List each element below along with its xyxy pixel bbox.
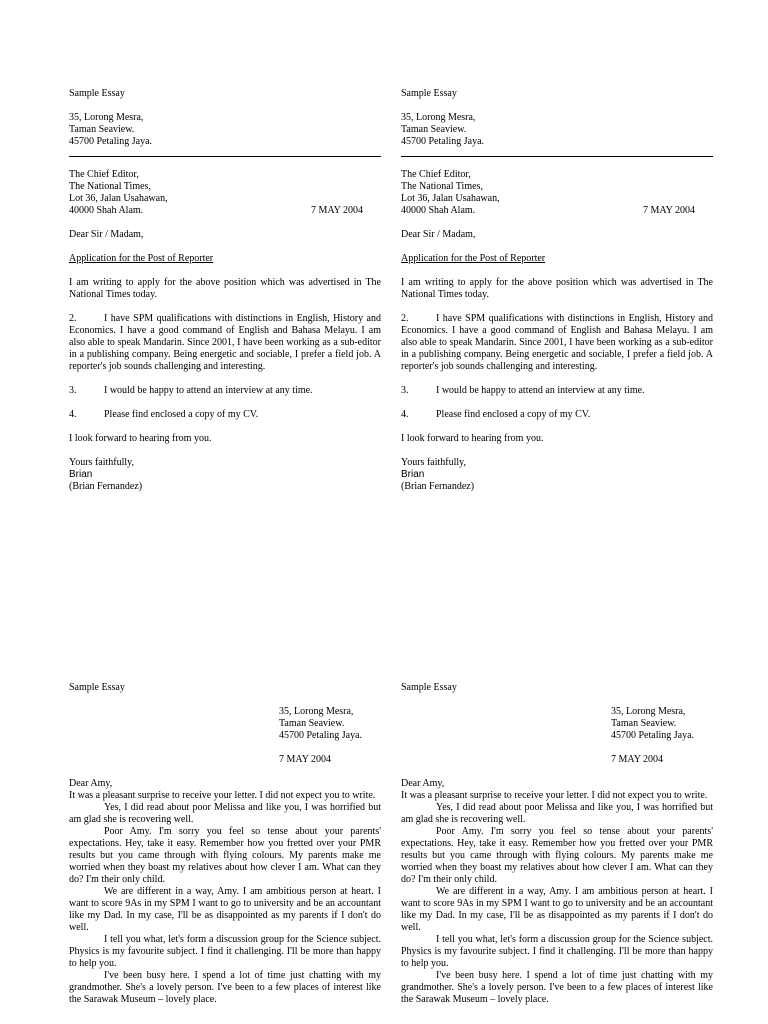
divider bbox=[69, 156, 381, 157]
address-line: Taman Seaview. bbox=[279, 718, 345, 729]
paragraph-text: Please find enclosed a copy of my CV. bbox=[104, 409, 259, 420]
closing-line: I look forward to hearing from you. bbox=[69, 433, 212, 444]
paragraph: Yes, I did read about poor Melissa and like you, I was horrified but am glad she is recovering well. bbox=[401, 802, 713, 825]
paragraph-number: 4. bbox=[69, 409, 77, 420]
subject-line: Application for the Post of Reporter bbox=[69, 253, 214, 264]
divider bbox=[401, 156, 713, 157]
essay-heading: Sample Essay bbox=[69, 682, 125, 693]
address-line: 35, Lorong Mesra, bbox=[279, 706, 354, 717]
letter-formal-left bbox=[69, 88, 381, 493]
paragraph-text: I have SPM qualifications with distinctions in English, History and Economics. I have a good command of English and Bahasa Melayu. I am also able to speak Mandarin. Since 2001, I have been working as a sub-editor in a publishing company. Being energetic and sociable, I prefer a field job. A reporter's job sounds challenging and interesting. bbox=[401, 313, 713, 372]
letter-date: 7 MAY 2004 bbox=[642, 205, 695, 216]
letter-formal-right bbox=[401, 88, 713, 493]
full-name: (Brian Fernandez) bbox=[69, 481, 143, 492]
paragraph: We are different in a way, Amy. I am ambitious person at heart. I want to score 9As in my SPM I want to go to university and be an accountant like my Dad. In my case, I'll be as disappointed as my parents if I don't do well. bbox=[401, 886, 713, 933]
paragraph bbox=[69, 313, 381, 373]
paragraph-text: I would be happy to attend an interview at any time. bbox=[436, 385, 645, 396]
address-line: The Chief Editor, bbox=[69, 169, 139, 180]
paragraph-text: I would be happy to attend an interview at any time. bbox=[104, 385, 313, 396]
salutation: Dear Sir / Madam, bbox=[401, 229, 476, 240]
address-line: 35, Lorong Mesra, bbox=[69, 112, 144, 123]
paragraph-number: 3. bbox=[69, 385, 77, 396]
paragraph-text: Please find enclosed a copy of my CV. bbox=[436, 409, 591, 420]
signature: Brian bbox=[69, 469, 93, 480]
address-line: Lot 36, Jalan Usahawan, bbox=[401, 193, 500, 204]
letter-date: 7 MAY 2004 bbox=[310, 205, 363, 216]
recipient-address bbox=[69, 169, 381, 217]
letter-date: 7 MAY 2004 bbox=[279, 754, 332, 765]
address-line: Lot 36, Jalan Usahawan, bbox=[69, 193, 168, 204]
paragraph: It was a pleasant surprise to receive your letter. I did not expect you to write. bbox=[69, 790, 376, 801]
essay-heading: Sample Essay bbox=[401, 88, 457, 99]
essay-heading: Sample Essay bbox=[69, 88, 125, 99]
sender-address bbox=[279, 706, 381, 742]
paragraph-text: I have SPM qualifications with distinctions in English, History and Economics. I have a good command of English and Bahasa Melayu. I am also able to speak Mandarin. Since 2001, I have been working as a sub-editor in a publishing company. Being energetic and sociable, I prefer a field job. A reporter's job sounds challenging and interesting. bbox=[69, 313, 381, 372]
address-line: 45700 Petaling Jaya. bbox=[611, 730, 695, 741]
address-line: The National Times, bbox=[69, 181, 151, 192]
paragraph-number: 2. bbox=[401, 313, 409, 324]
sender-address bbox=[401, 112, 713, 148]
address-line: 45700 Petaling Jaya. bbox=[401, 136, 485, 147]
signoff: Yours faithfully, bbox=[401, 457, 467, 468]
signoff: Yours faithfully, bbox=[69, 457, 135, 468]
paragraph-number: 2. bbox=[69, 313, 77, 324]
salutation: Dear Amy, bbox=[401, 778, 445, 789]
address-line: 35, Lorong Mesra, bbox=[401, 112, 476, 123]
address-line: The National Times, bbox=[401, 181, 483, 192]
paragraph: I tell you what, let's form a discussion group for the Science subject. Physics is my favourite subject. I find it challenging. I'll be more than happy to help you. bbox=[401, 934, 713, 969]
address-line: 45700 Petaling Jaya. bbox=[279, 730, 363, 741]
essay-heading: Sample Essay bbox=[401, 682, 457, 693]
letter-date: 7 MAY 2004 bbox=[611, 754, 664, 765]
paragraph bbox=[401, 409, 713, 421]
paragraph bbox=[69, 409, 381, 421]
signature: Brian bbox=[401, 469, 425, 480]
paragraph: I am writing to apply for the above position which was advertised in The National Times today. bbox=[69, 277, 381, 300]
paragraph: We are different in a way, Amy. I am ambitious person at heart. I want to score 9As in my SPM I want to go to university and be an accountant like my Dad. In my case, I'll be as disappointed as my parents if I don't do well. bbox=[69, 886, 381, 933]
address-line: 45700 Petaling Jaya. bbox=[69, 136, 153, 147]
paragraph bbox=[401, 385, 713, 397]
paragraph: Yes, I did read about poor Melissa and like you, I was horrified but am glad she is recovering well. bbox=[69, 802, 381, 825]
paragraph: It was a pleasant surprise to receive your letter. I did not expect you to write. bbox=[401, 790, 708, 801]
address-line: 40000 Shah Alam. bbox=[401, 205, 476, 216]
address-line: Taman Seaview. bbox=[611, 718, 677, 729]
letter-informal-left bbox=[69, 682, 381, 1006]
subject-line: Application for the Post of Reporter bbox=[401, 253, 546, 264]
paragraph: Poor Amy. I'm sorry you feel so tense about your parents' expectations. Hey, take it easy. Remember how you fretted over your PMR results but you came through with flying colours. My parents make me worried when they boast my relatives about how clever I am. What can they do? I'm their only child. bbox=[69, 826, 381, 885]
salutation: Dear Amy, bbox=[69, 778, 113, 789]
sender-address bbox=[611, 706, 713, 742]
address-line: Taman Seaview. bbox=[401, 124, 467, 135]
paragraph-number: 3. bbox=[401, 385, 409, 396]
paragraph: Poor Amy. I'm sorry you feel so tense about your parents' expectations. Hey, take it easy. Remember how you fretted over your PMR results but you came through with flying colours. My parents make me worried when they boast my relatives about how clever I am. What can they do? I'm their only child. bbox=[401, 826, 713, 885]
paragraph: I've been busy here. I spend a lot of time just chatting with my grandmother. She's a lovely person. I've been to a few places of interest like the Sarawak Museum – lovely place. bbox=[401, 970, 713, 1005]
paragraph bbox=[401, 313, 713, 373]
paragraph-number: 4. bbox=[401, 409, 409, 420]
address-line: The Chief Editor, bbox=[401, 169, 471, 180]
sender-address bbox=[69, 112, 381, 148]
address-line: 40000 Shah Alam. bbox=[69, 205, 144, 216]
closing-line: I look forward to hearing from you. bbox=[401, 433, 544, 444]
paragraph: I tell you what, let's form a discussion group for the Science subject. Physics is my favourite subject. I find it challenging. I'll be more than happy to help you. bbox=[69, 934, 381, 969]
paragraph: I am writing to apply for the above position which was advertised in The National Times today. bbox=[401, 277, 713, 300]
full-name: (Brian Fernandez) bbox=[401, 481, 475, 492]
address-line: Taman Seaview. bbox=[69, 124, 135, 135]
address-line: 35, Lorong Mesra, bbox=[611, 706, 686, 717]
salutation: Dear Sir / Madam, bbox=[69, 229, 144, 240]
paragraph: I've been busy here. I spend a lot of time just chatting with my grandmother. She's a lovely person. I've been to a few places of interest like the Sarawak Museum – lovely place. bbox=[69, 970, 381, 1005]
paragraph bbox=[69, 385, 381, 397]
letter-informal-right bbox=[401, 682, 713, 1006]
recipient-address bbox=[401, 169, 713, 217]
